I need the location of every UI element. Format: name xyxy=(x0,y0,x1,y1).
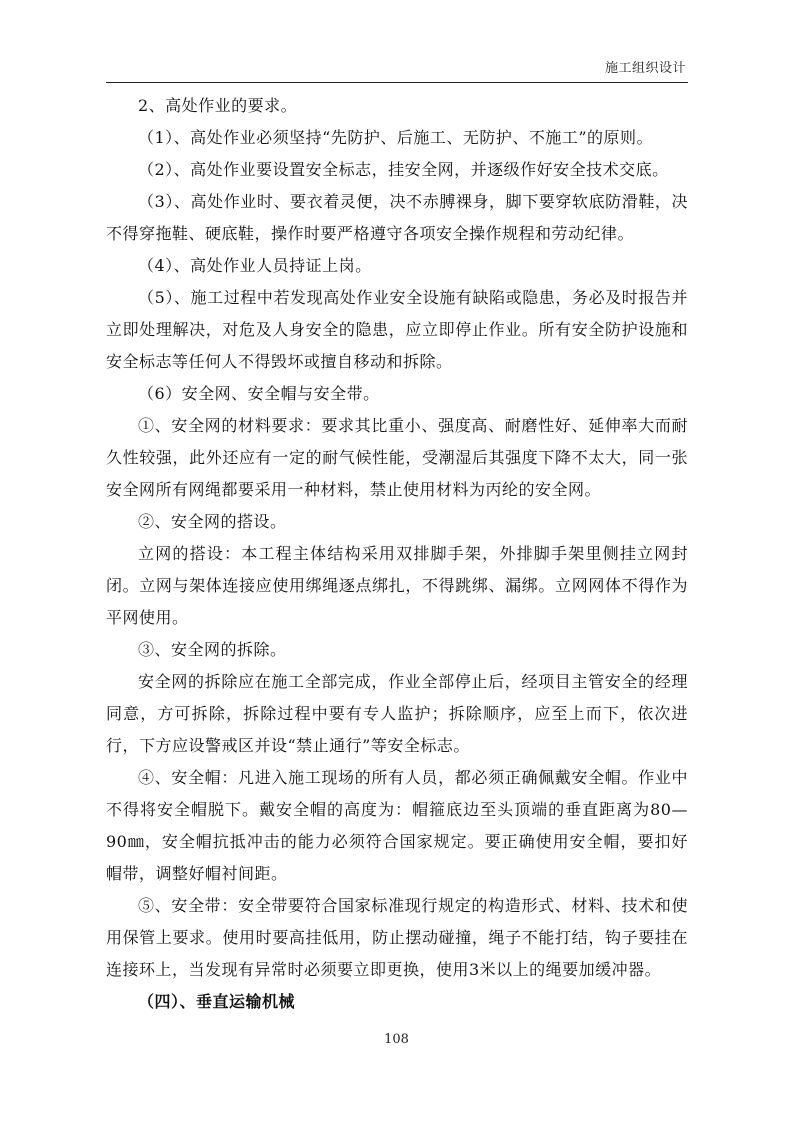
paragraph-net-setup: 立网的搭设：本工程主体结构采用双排脚手架，外排脚手架里侧挂立网封闭。立网与架体连接应使用绑绳逐点绑扎，不得跳绑、漏绑。立网网体不得作为平网使用。 xyxy=(106,544,688,627)
paragraph-heading-2: 2、高处作业的要求。 xyxy=(138,96,298,115)
section-heading: （四）、垂直运输机械 xyxy=(138,992,296,1011)
header-title: 施工组织设计 xyxy=(604,61,686,76)
paragraph-net-removal-title: ③、安全网的拆除。 xyxy=(138,640,287,659)
paragraph-item-1: （1）、高处作业必须坚持“先防护、后施工、无防护、不施工”的原则。 xyxy=(138,128,654,147)
paragraph-net-setup-title: ②、安全网的搭设。 xyxy=(138,512,287,531)
paragraph-helmet: ④、安全帽：凡进入施工现场的所有人员，都必须正确佩戴安全帽。作业中不得将安全帽脱下。戴安全帽的高度为：帽箍底边至头顶端的垂直距离为80—90㎜，安全帽抗抵冲击的能力必须符合国家规定。要正确使用安全帽，要扣好帽带，调整好帽衬间距。 xyxy=(106,768,688,883)
paragraph-net-removal: 安全网的拆除应在施工全部完成，作业全部停止后，经项目主管安全的经理同意，方可拆除，拆除过程中要有专人监护；拆除顺序，应至上而下，依次进行，下方应设警戒区并设“禁止通行”等安全标志。 xyxy=(106,672,688,755)
paragraph-item-4: （4）、高处作业人员持证上岗。 xyxy=(138,256,372,275)
paragraph-item-2: （2）、高处作业要设置安全标志，挂安全网，并逐级作好安全技术交底。 xyxy=(138,160,669,179)
paragraph-safety-belt: ⑤、安全带：安全带要符合国家标准现行规定的构造形式、材料、技术和使用保管上要求。使用时要高挂低用，防止摆动碰撞，绳子不能打结，钩子要挂在连接环上，当发现有异常时必须要立即更换，使用3米以上的绳要加缓冲器。 xyxy=(106,896,688,979)
header-divider xyxy=(106,82,688,83)
page-number: 108 xyxy=(384,1032,409,1047)
document-body xyxy=(106,90,688,1018)
paragraph-item-5: （5）、施工过程中若发现高处作业安全设施有缺陷或隐患，务必及时报告并立即处理解决，对危及人身安全的隐患，应立即停止作业。所有安全防护设施和安全标志等任何人不得毁坏或擅自移动和拆除。 xyxy=(106,288,688,371)
paragraph-item-6: （6）安全网、安全帽与安全带。 xyxy=(138,384,380,403)
paragraph-net-material: ①、安全网的材料要求：要求其比重小、强度高、耐磨性好、延伸率大而耐久性较强，此外还应有一定的耐气候性能，受潮湿后其强度下降不太大，同一张安全网所有网绳都要采用一种材料，禁止使用材料为丙纶的安全网。 xyxy=(106,416,688,499)
paragraph-item-3: （3）、高处作业时、要衣着灵便，决不赤膊裸身，脚下要穿软底防滑鞋，决不得穿拖鞋、硬底鞋，操作时要严格遵守各项安全操作规程和劳动纪律。 xyxy=(106,192,688,243)
